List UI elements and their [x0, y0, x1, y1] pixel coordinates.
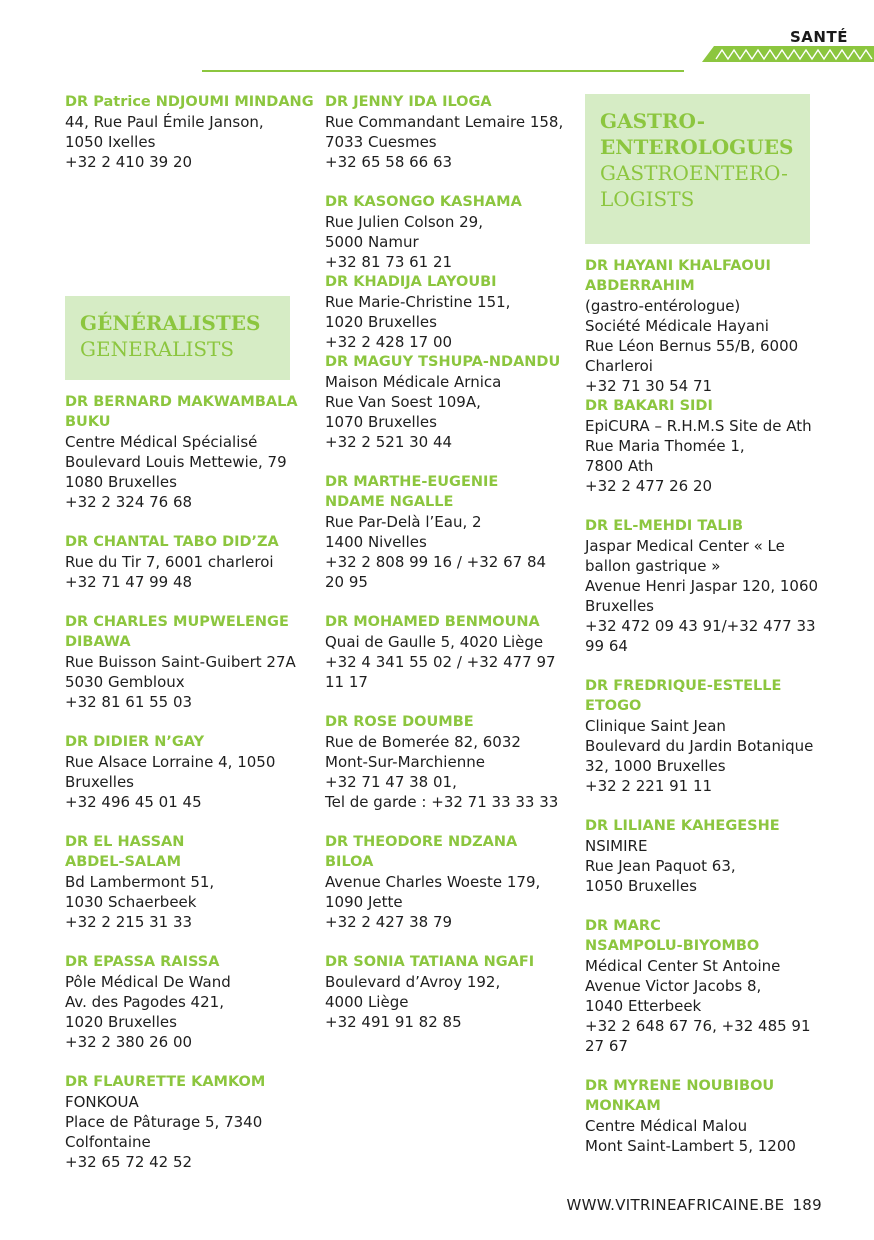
doctor-entry [325, 192, 585, 272]
entry-line: +32 65 72 42 52 [65, 1153, 193, 1171]
entry-line: 99 64 [585, 637, 628, 655]
entry-line: 1020 Bruxelles [325, 313, 437, 331]
entry-line: Bruxelles [65, 773, 134, 791]
doctor-entry [585, 516, 845, 656]
doctor-entry [585, 676, 845, 796]
entry-line: +32 71 47 38 01, [325, 773, 457, 791]
doctor-name: DR FLAURETTE KAMKOM [65, 1074, 266, 1090]
entry-line: Rue du Tir 7, 6001 charleroi [65, 553, 274, 571]
entry-line: 5030 Gembloux [65, 673, 185, 691]
entry-line: Rue Van Soest 109A, [325, 393, 481, 411]
entry-line: Avenue Charles Woeste 179, [325, 873, 541, 891]
entry-line: Quai de Gaulle 5, 4020 Liège [325, 633, 544, 651]
entry-line: FONKOUA [65, 1093, 139, 1111]
doctor-name: DR MYRENE NOUBIBOU [585, 1078, 775, 1094]
entry-line: +32 2 380 26 00 [65, 1033, 193, 1051]
entry-line: 4000 Liège [325, 993, 409, 1011]
doctor-entry [65, 1072, 325, 1172]
doctor-entry [65, 92, 325, 172]
page-number: 189 [792, 1196, 822, 1214]
entry-line: Rue Léon Bernus 55/B, 6000 [585, 337, 799, 355]
entry-line: +32 496 45 01 45 [65, 793, 202, 811]
gastro-list [585, 256, 845, 1156]
doctor-entry [325, 832, 585, 932]
doctor-entry [325, 92, 585, 172]
entry-line: 1070 Bruxelles [325, 413, 437, 431]
entry-line: Mont Saint-Lambert 5, 1200 [585, 1137, 796, 1155]
doctor-entry [65, 732, 325, 812]
doctor-name: DR EPASSA RAISSA [65, 954, 220, 970]
doctor-name: BILOA [325, 854, 374, 870]
doctor-name: NDAME NGALLE [325, 494, 454, 510]
entry-line: Avenue Victor Jacobs 8, [585, 977, 762, 995]
entry-line: +32 2 477 26 20 [585, 477, 713, 495]
doctor-entry [585, 256, 845, 396]
doctor-entry [65, 392, 325, 512]
entry-line: Rue Commandant Lemaire 158, [325, 113, 564, 131]
entry-line: (gastro-entérologue) [585, 297, 741, 315]
gastro-heading [585, 94, 810, 244]
entry-line: Boulevard du Jardin Botanique [585, 737, 814, 755]
entry-line: +32 2 521 30 44 [325, 433, 453, 451]
entry-line: +32 2 428 17 00 [325, 333, 453, 351]
doctor-name: ABDERRAHIM [585, 278, 695, 294]
entry-line: Bd Lambermont 51, [65, 873, 215, 891]
entry-line: Rue Maria Thomée 1, [585, 437, 745, 455]
entry-line: 1080 Bruxelles [65, 473, 177, 491]
heading-en: GENERALISTS [80, 337, 235, 361]
doctor-name: DIBAWA [65, 634, 131, 650]
entry-line: Colfontaine [65, 1133, 151, 1151]
heading-fr: GÉNÉRALISTES [80, 311, 261, 335]
doctor-entry [65, 612, 325, 712]
doctor-entry [65, 952, 325, 1052]
entry-line: 11 17 [325, 673, 368, 691]
footer-website-link[interactable]: WWW.VITRINEAFRICAINE.BE [566, 1196, 785, 1214]
entry-line: 5000 Namur [325, 233, 419, 251]
entry-line: NSIMIRE [585, 837, 648, 855]
section-tag: SANTÉ [790, 28, 848, 46]
heading-fr: ENTEROLOGUES [600, 135, 794, 159]
entry-line: Centre Médical Spécialisé [65, 433, 258, 451]
entry-line: +32 71 47 99 48 [65, 573, 193, 591]
doctor-name: MONKAM [585, 1098, 661, 1114]
entry-line: Médical Center St Antoine [585, 957, 781, 975]
doctor-name: DR CHANTAL TABO DID’ZA [65, 534, 279, 550]
entry-line: +32 81 73 61 21 [325, 253, 453, 271]
doctor-entry [325, 952, 585, 1032]
doctor-entry [585, 916, 845, 1056]
generalists-list [65, 392, 325, 1192]
entry-line: Av. des Pagodes 421, [65, 993, 224, 1011]
entry-line: +32 2 648 67 76, +32 485 91 [585, 1017, 811, 1035]
entry-line: EpiCURA – R.H.M.S Site de Ath [585, 417, 812, 435]
entry-line: Boulevard d’Avroy 192, [325, 973, 501, 991]
doctor-name: DR ROSE DOUMBE [325, 714, 474, 730]
doctor-entry [325, 472, 585, 592]
entry-line: 1020 Bruxelles [65, 1013, 177, 1031]
entry-line: Avenue Henri Jaspar 120, 1060 [585, 577, 819, 595]
entry-line: +32 2 221 91 11 [585, 777, 713, 795]
doctor-entry [325, 612, 585, 692]
doctor-name: DR HAYANI KHALFAOUI [585, 258, 771, 274]
doctor-entry [325, 272, 585, 352]
entry-line: +32 2 215 31 33 [65, 913, 193, 931]
entry-line: +32 491 91 82 85 [325, 1013, 462, 1031]
doctor-name: DR LILIANE KAHEGESHE [585, 818, 780, 834]
doctor-name: DR EL HASSAN [65, 834, 185, 850]
entry-line: 1040 Etterbeek [585, 997, 702, 1015]
entry-line: +32 472 09 43 91/+32 477 33 [585, 617, 816, 635]
entry-line: Rue de Bomerée 82, 6032 [325, 733, 521, 751]
entry-line: Pôle Médical De Wand [65, 973, 231, 991]
doctor-entry [325, 712, 585, 812]
entry-line: 1030 Schaerbeek [65, 893, 197, 911]
doctor-name: DR FREDRIQUE-ESTELLE [585, 678, 782, 694]
heading-en: GASTROENTERO- [600, 161, 788, 185]
entry-line: +32 2 410 39 20 [65, 153, 193, 171]
entry-line: +32 2 427 38 79 [325, 913, 453, 931]
entry-line: Maison Médicale Arnica [325, 373, 502, 391]
doctor-name: DR CHARLES MUPWELENGE [65, 614, 289, 630]
doctor-name: ETOGO [585, 698, 642, 714]
entry-line: +32 2 808 99 16 / +32 67 84 [325, 553, 547, 571]
doctor-name: DR JENNY IDA ILOGA [325, 94, 492, 110]
doctor-name: BUKU [65, 414, 111, 430]
doctor-name: DR DIDIER N’GAY [65, 734, 205, 750]
entry-line: Place de Pâturage 5, 7340 [65, 1113, 263, 1131]
section-pattern-band [702, 46, 874, 62]
entry-line: Rue Jean Paquot 63, [585, 857, 736, 875]
entry-line: 1090 Jette [325, 893, 403, 911]
entry-line: 7800 Ath [585, 457, 654, 475]
entry-line: Rue Buisson Saint-Guibert 27A [65, 653, 296, 671]
heading-fr: GASTRO- [600, 109, 705, 133]
entry-line: 1050 Ixelles [65, 133, 156, 151]
doctor-name: DR MAGUY TSHUPA-NDANDU [325, 354, 561, 370]
doctor-name: DR BAKARI SIDI [585, 398, 713, 414]
doctor-name: DR MARTHE-EUGENIE [325, 474, 499, 490]
entry-line: Société Médicale Hayani [585, 317, 769, 335]
entry-line: 1400 Nivelles [325, 533, 427, 551]
entry-line: Rue Marie-Christine 151, [325, 293, 511, 311]
entry-line: Rue Alsace Lorraine 4, 1050 [65, 753, 276, 771]
doctor-entry [585, 816, 845, 896]
doctor-entry [65, 832, 325, 932]
doctor-name: DR BERNARD MAKWAMBALA [65, 394, 298, 410]
entry-line: Jaspar Medical Center « Le [585, 537, 785, 555]
doctor-name: DR THEODORE NDZANA [325, 834, 518, 850]
entry-line: +32 2 324 76 68 [65, 493, 193, 511]
entry-line: +32 65 58 66 63 [325, 153, 453, 171]
doctor-name: DR MOHAMED BENMOUNA [325, 614, 540, 630]
entry-line: ballon gastrique » [585, 557, 721, 575]
entry-line: +32 71 30 54 71 [585, 377, 713, 395]
entry-line: Tel de garde : +32 71 33 33 33 [325, 793, 559, 811]
doctor-name: NSAMPOLU-BIYOMBO [585, 938, 760, 954]
doctor-name: DR Patrice NDJOUMI MINDANG [65, 94, 314, 110]
entry-line: 1050 Bruxelles [585, 877, 697, 895]
entry-line: 20 95 [325, 573, 368, 591]
entry-line: Rue Par-Delà l’Eau, 2 [325, 513, 482, 531]
entry-line: 32, 1000 Bruxelles [585, 757, 726, 775]
entry-line: Mont-Sur-Marchienne [325, 753, 485, 771]
right-column [585, 94, 845, 1176]
entry-line: Rue Julien Colson 29, [325, 213, 483, 231]
doctor-entry [585, 396, 845, 496]
entry-line: Boulevard Louis Mettewie, 79 [65, 453, 287, 471]
left-column-top [65, 92, 325, 192]
doctor-entry [65, 532, 325, 592]
entry-line: +32 4 341 55 02 / +32 477 97 [325, 653, 556, 671]
entry-line: Centre Médical Malou [585, 1117, 748, 1135]
doctor-name: DR KHADIJA LAYOUBI [325, 274, 497, 290]
doctor-name: DR KASONGO KASHAMA [325, 194, 522, 210]
entry-line: +32 81 61 55 03 [65, 693, 193, 711]
top-divider [202, 70, 684, 72]
heading-en: LOGISTS [600, 187, 695, 211]
entry-line: 44, Rue Paul Émile Janson, [65, 113, 264, 131]
doctor-entry [585, 1076, 845, 1156]
doctor-name: ABDEL-SALAM [65, 854, 182, 870]
entry-line: Clinique Saint Jean [585, 717, 726, 735]
doctor-name: DR MARC [585, 918, 661, 934]
generalists-heading [65, 296, 290, 380]
middle-column [325, 92, 585, 1052]
entry-line: 7033 Cuesmes [325, 133, 437, 151]
page-footer [567, 1196, 823, 1214]
doctor-name: DR EL-MEHDI TALIB [585, 518, 744, 534]
entry-line: Bruxelles [585, 597, 654, 615]
entry-line: Charleroi [585, 357, 653, 375]
doctor-name: DR SONIA TATIANA NGAFI [325, 954, 535, 970]
entry-line: 27 67 [585, 1037, 628, 1055]
doctor-entry [325, 352, 585, 452]
